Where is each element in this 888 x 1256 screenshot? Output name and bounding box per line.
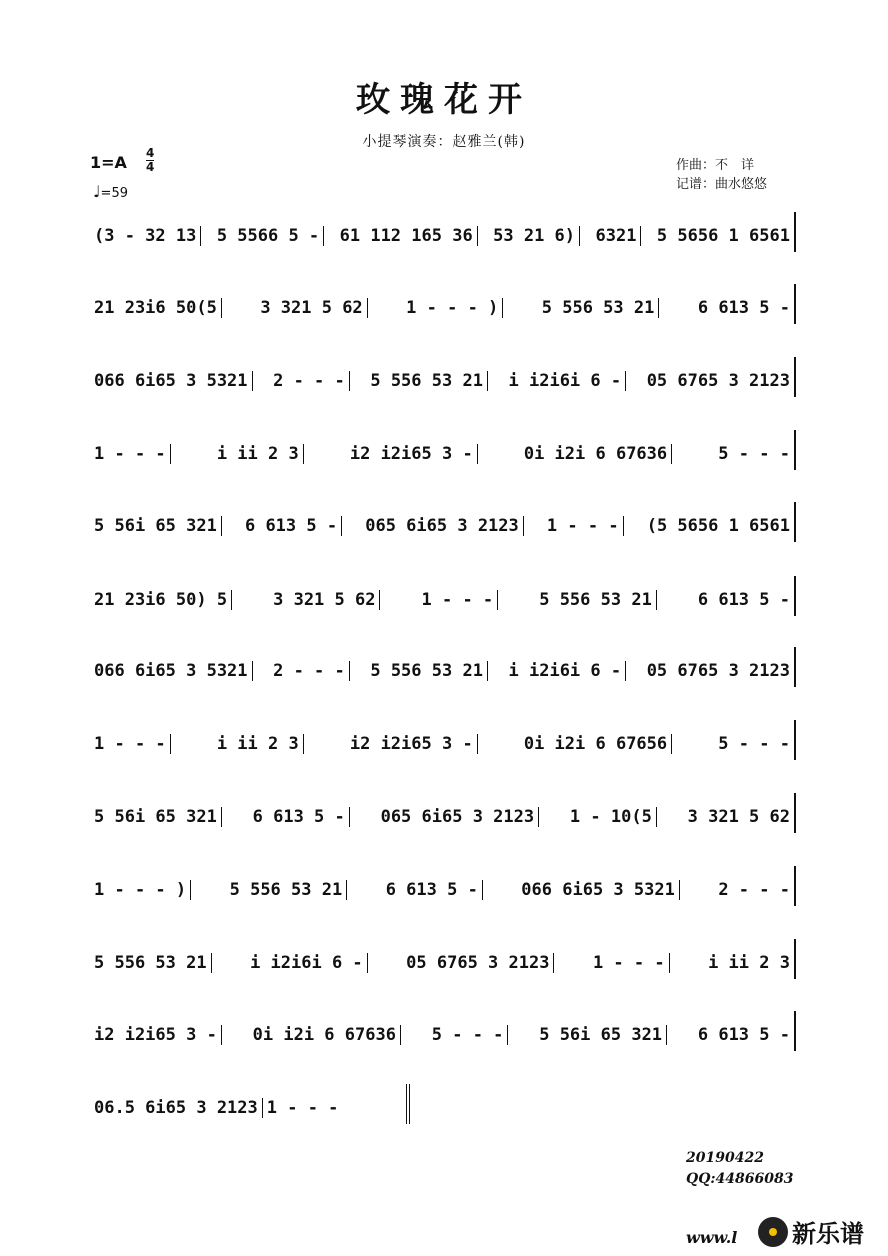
measure: (5 5656 1 6561 [646, 516, 790, 536]
measure: 3 321 5 62 [687, 807, 790, 827]
measure: 5 556 53 21 [366, 371, 488, 391]
measure: 5 5656 1 6561 [656, 226, 790, 246]
site-url[interactable]: www.l [686, 1228, 738, 1247]
measure: 6 613 5 - [697, 298, 790, 318]
time-signature [146, 147, 154, 174]
measure: 5 556 53 21 [90, 953, 212, 973]
measure: 065 6i65 3 2123 [377, 807, 540, 827]
measure: 3 321 5 62 [269, 590, 380, 610]
score-row [90, 939, 796, 979]
measure: 1 - - - [543, 516, 624, 536]
tempo-mark [93, 182, 128, 201]
measure: 06.5 6i65 3 2123 [90, 1098, 263, 1118]
score-row [90, 1011, 796, 1051]
measure: i ii 2 3 [213, 444, 304, 464]
score-row [90, 647, 796, 687]
measure: 1 - - - [90, 444, 171, 464]
measure: 5 556 53 21 [535, 590, 657, 610]
score-row [90, 576, 796, 616]
measure: i2 i2i65 3 - [346, 444, 478, 464]
measure: i ii 2 3 [213, 734, 304, 754]
measure: 5 - - - [428, 1025, 509, 1045]
measure: 1 - - - ) [402, 298, 503, 318]
measure: 61 112 165 36 [336, 226, 478, 246]
measure: 6 613 5 - [241, 516, 342, 536]
tempo-value: =59 [100, 186, 128, 201]
measure: (3 - 32 13 [90, 226, 201, 246]
measure: 066 6i65 3 5321 [90, 661, 253, 681]
measure: 066 6i65 3 5321 [90, 371, 253, 391]
measure: 6 613 5 - [697, 1025, 790, 1045]
measure: 065 6i65 3 2123 [361, 516, 524, 536]
measure: 21 23i6 50(5 [90, 298, 222, 318]
measure: 53 21 6) [489, 226, 580, 246]
measure: 1 - - - [589, 953, 670, 973]
measure: 5 556 53 21 [226, 880, 348, 900]
time-signature-top: 4 [146, 146, 155, 160]
measure: i2 i2i65 3 - [346, 734, 478, 754]
brand-name: 新乐谱 [792, 1220, 864, 1248]
measure: i i2i6i 6 - [505, 371, 627, 391]
measure: 6321 [591, 226, 641, 246]
score-row [90, 430, 796, 470]
measure: 2 - - - [269, 371, 350, 391]
score-row [90, 212, 796, 252]
date-text: 20190422 [686, 1150, 764, 1166]
measure: i2 i2i65 3 - [90, 1025, 222, 1045]
measure: 5 556 53 21 [538, 298, 660, 318]
key-signature: 1=A [90, 153, 127, 172]
measure: 1 - - - [418, 590, 499, 610]
score-row [90, 357, 796, 397]
measure: 05 6765 3 2123 [646, 661, 790, 681]
score-row [90, 1084, 410, 1124]
measure: i i2i6i 6 - [505, 661, 627, 681]
score-row [90, 720, 796, 760]
measure: 1 - - - [90, 734, 171, 754]
measure: 0i i2i 6 67636 [520, 444, 672, 464]
time-signature-bottom: 4 [146, 160, 155, 174]
measure: 1 - 10(5 [566, 807, 657, 827]
score-row [90, 284, 796, 324]
measure: 5 56i 65 321 [90, 807, 222, 827]
transcriber-credit: 记谱：曲水悠悠 [676, 177, 768, 192]
measure: 0i i2i 6 67656 [520, 734, 672, 754]
measure: 3 321 5 62 [256, 298, 367, 318]
measure: 21 23i6 50) 5 [90, 590, 232, 610]
score-row [90, 866, 796, 906]
measure: 1 - - - [266, 1098, 339, 1118]
measure: 05 6765 3 2123 [646, 371, 790, 391]
measure: 5 - - - [718, 444, 790, 464]
measure: 05 6765 3 2123 [402, 953, 554, 973]
composer-credit: 作曲：不 详 [676, 158, 755, 173]
measure: 5 - - - [718, 734, 790, 754]
measure: i ii 2 3 [708, 953, 790, 973]
credits [676, 156, 767, 194]
quarter-note-icon: ♩ [93, 182, 101, 201]
brand-logo[interactable] [758, 1214, 864, 1249]
date-stamp [686, 1148, 794, 1190]
score-row [90, 502, 796, 542]
measure: 0i i2i 6 67636 [249, 1025, 401, 1045]
measure: 2 - - - [269, 661, 350, 681]
record-disc-icon [758, 1217, 788, 1247]
measure: 5 5566 5 - [213, 226, 324, 246]
measure: 1 - - - ) [90, 880, 191, 900]
score-row [90, 793, 796, 833]
performer-subtitle: 小提琴演奏：赵雅兰(韩) [362, 134, 526, 150]
measure: 6 613 5 - [382, 880, 483, 900]
measure: 6 613 5 - [249, 807, 350, 827]
measure: 2 - - - [718, 880, 790, 900]
measure: 066 6i65 3 5321 [517, 880, 680, 900]
measure: 5 56i 65 321 [535, 1025, 667, 1045]
measure: i i2i6i 6 - [246, 953, 368, 973]
qq-text: QQ:44866083 [686, 1171, 794, 1187]
song-title: 玫瑰花开 [356, 80, 532, 120]
measure: 6 613 5 - [697, 590, 790, 610]
measure: 5 56i 65 321 [90, 516, 222, 536]
measure: 5 556 53 21 [366, 661, 488, 681]
